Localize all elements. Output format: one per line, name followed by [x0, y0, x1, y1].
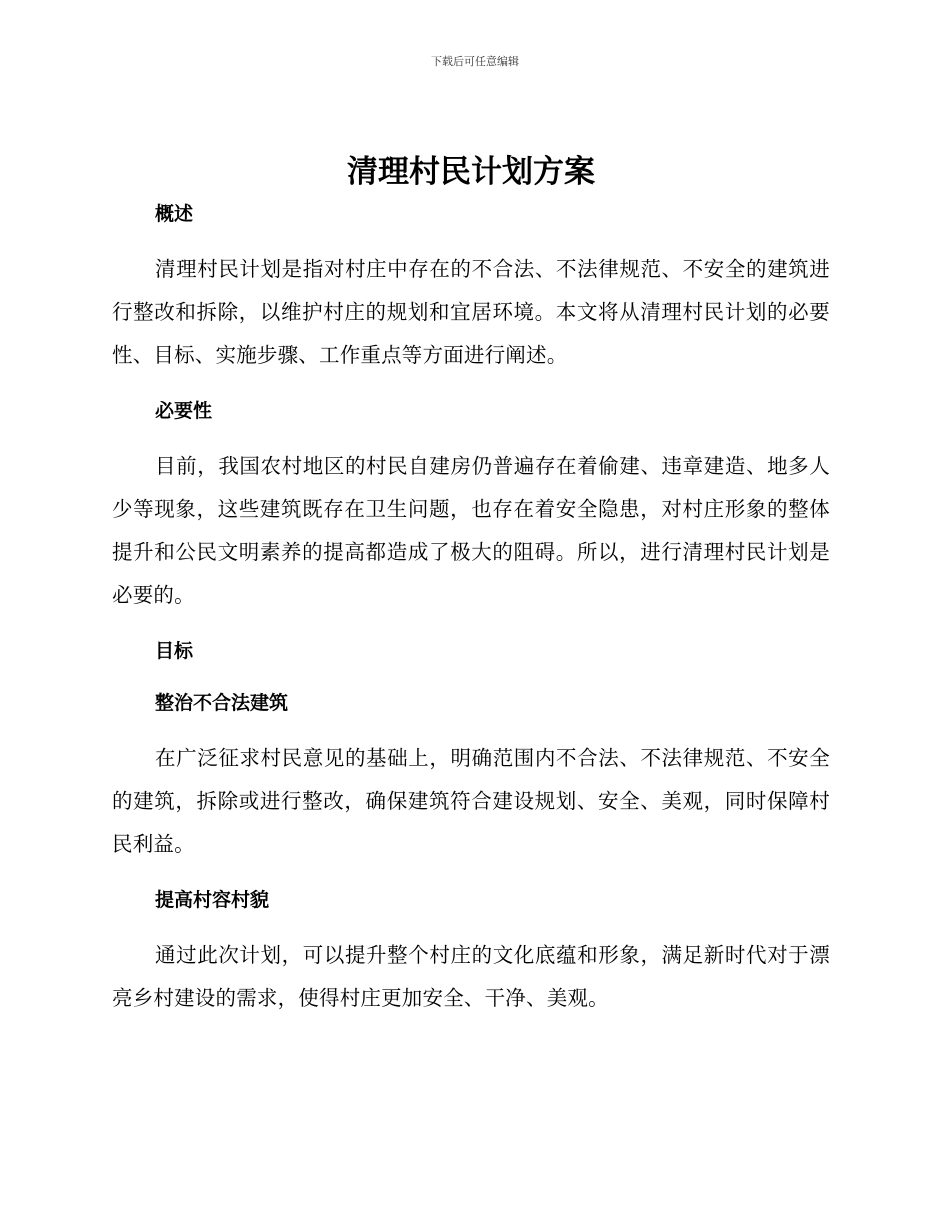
- section-heading-necessity: 必要性: [155, 400, 213, 422]
- section-heading-goals: 目标: [155, 640, 194, 662]
- document-body: [112, 146, 830, 1020]
- section-paragraph-overview: 清理村民计划是指对村庄中存在的不合法、不法律规范、不安全的建筑进行整改和拆除，以维护村庄的规划和宜居环境。本文将从清理村民计划的必要性、目标、实施步骤、工作重点等方面进行阐述。: [112, 257, 830, 367]
- section-paragraph-rectify-buildings: 在广泛征求村民意见的基础上，明确范围内不合法、不法律规范、不安全的建筑，拆除或进行整改，确保建筑符合建设规划、安全、美观，同时保障村民利益。: [112, 746, 830, 856]
- section-heading-village-appearance: 提高村容村貌: [155, 889, 270, 911]
- section-paragraph-necessity: 目前，我国农村地区的村民自建房仍普遍存在着偷建、违章建造、地多人少等现象，这些建筑既存在卫生问题，也存在着安全隐患，对村庄形象的整体提升和公民文明素养的提高都造成了极大的阻碍。所以，进行清理村民计划是必要的。: [112, 454, 830, 607]
- section-paragraph-village-appearance: 通过此次计划，可以提升整个村庄的文化底蕴和形象，满足新时代对于漂亮乡村建设的需求，使得村庄更加安全、干净、美观。: [112, 943, 830, 1010]
- section-heading-overview: 概述: [155, 203, 194, 225]
- document-title: 清理村民计划方案: [347, 154, 595, 190]
- section-heading-rectify-buildings: 整治不合法建筑: [155, 692, 289, 714]
- header-note: 下载后可任意编辑: [431, 55, 519, 68]
